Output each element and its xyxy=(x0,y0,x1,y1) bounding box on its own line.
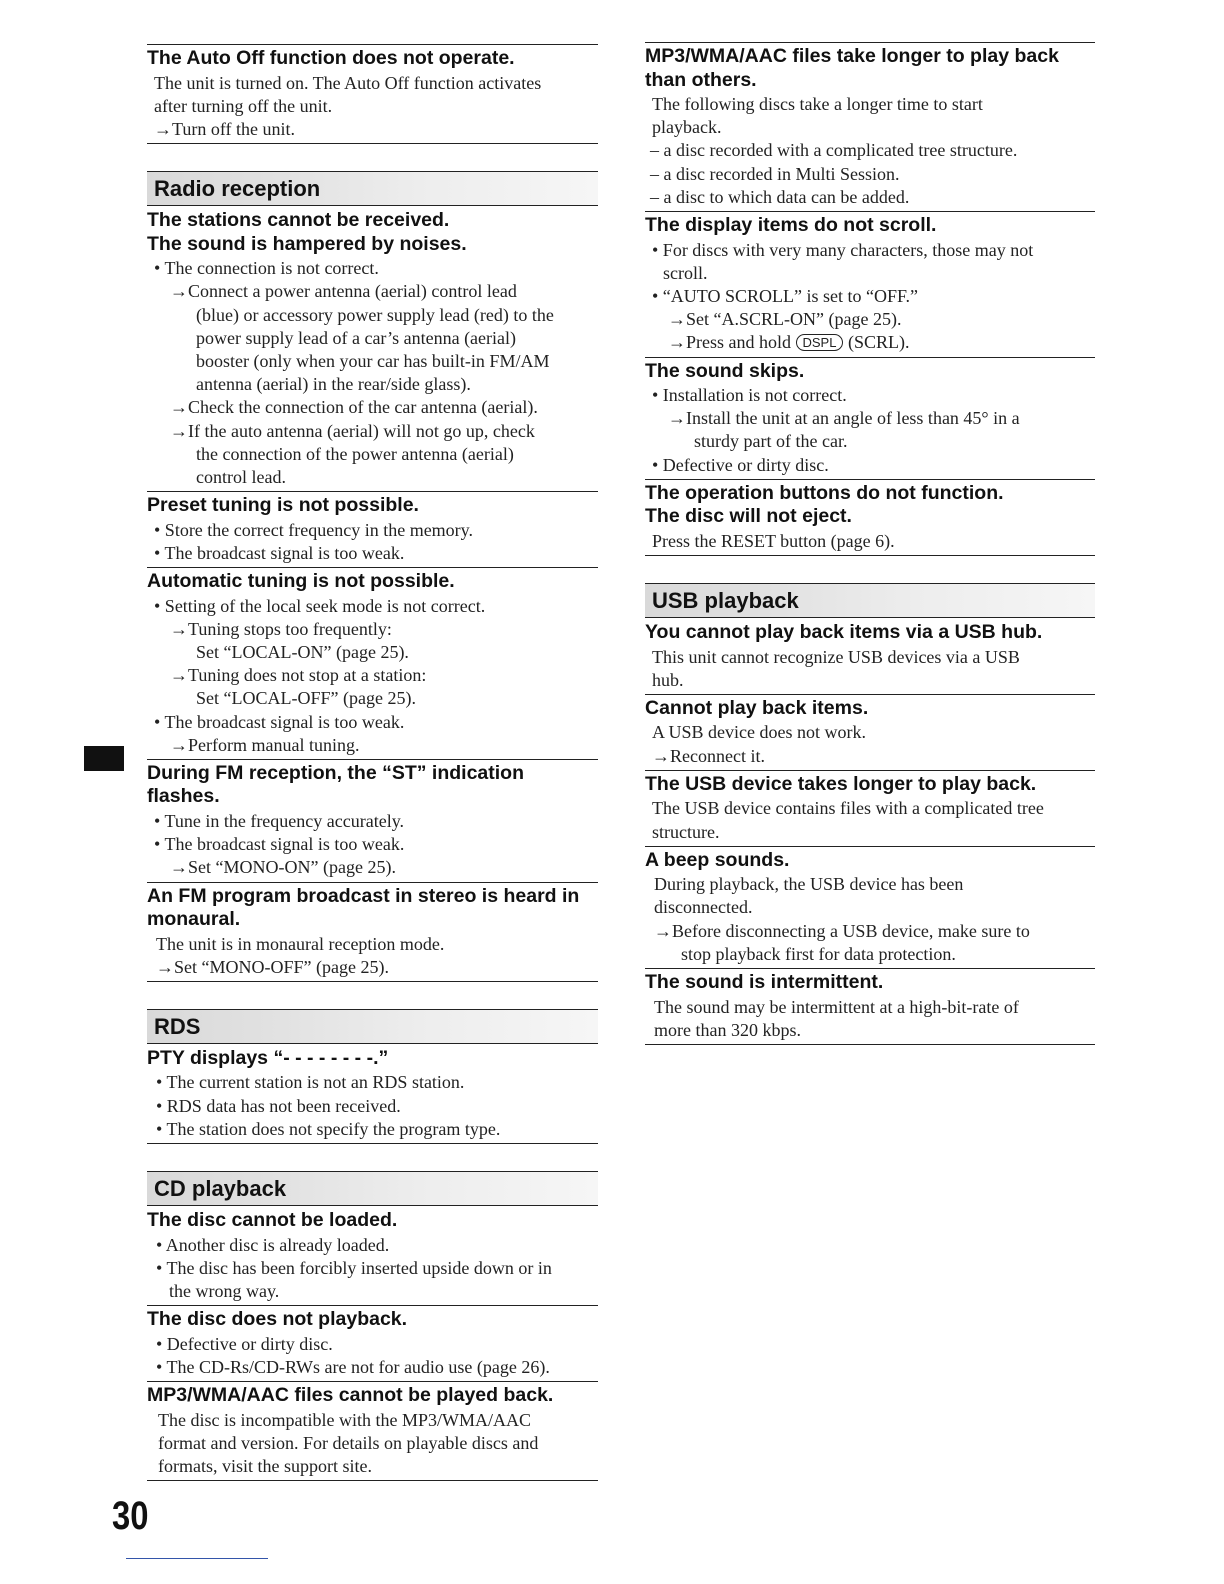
answer-line: • Defective or dirty disc. xyxy=(652,454,829,475)
question: The USB device takes longer to play back. xyxy=(645,772,1037,795)
answer-line xyxy=(645,331,1095,354)
answer-line: • The station does not specify the program type. xyxy=(156,1118,501,1139)
entry-buttons-no-function xyxy=(645,479,1095,556)
question: An FM program broadcast in stereo is heard in xyxy=(147,884,580,907)
section-title: Radio reception xyxy=(154,176,321,202)
answer-line: antenna (aerial) in the rear/side glass). xyxy=(196,374,471,395)
entry-beep-sounds xyxy=(645,846,1095,968)
entry-disc-cannot-load xyxy=(147,1209,598,1305)
answer-line: • The current station is not an RDS station. xyxy=(156,1072,465,1093)
answer-line: →Install the unit at an angle of less than 45° in a xyxy=(668,408,1020,429)
answer-line: A USB device does not work. xyxy=(652,722,866,743)
question: The disc will not eject. xyxy=(645,505,852,528)
answer-line: stop playback first for data protection. xyxy=(681,943,956,964)
answer-line: – a disc recorded in Multi Session. xyxy=(650,163,900,184)
question: The display items do not scroll. xyxy=(645,214,937,237)
answer-line: The sound may be intermittent at a high-bit-rate of xyxy=(654,996,1019,1017)
question: You cannot play back items via a USB hub. xyxy=(645,621,1043,644)
entry-pty-displays xyxy=(147,1047,598,1144)
answer-line: sturdy part of the car. xyxy=(694,431,848,452)
section-title: RDS xyxy=(154,1013,201,1039)
question: Preset tuning is not possible. xyxy=(147,494,419,517)
answer-line: scroll. xyxy=(663,262,708,283)
question: MP3/WMA/AAC files take longer to play back xyxy=(645,45,1059,67)
answer-line: – a disc to which data can be added. xyxy=(650,186,910,207)
hold-prefix: →Press and hold xyxy=(668,332,791,353)
entry-preset-tuning xyxy=(147,491,598,567)
hold-suffix: (SCRL). xyxy=(847,332,910,353)
answer-line: →Reconnect it. xyxy=(652,745,765,766)
answer-line: • Setting of the local seek mode is not correct. xyxy=(154,595,486,616)
question: The Auto Off function does not operate. xyxy=(147,47,515,69)
entry-disc-no-playback xyxy=(147,1305,598,1381)
right-column xyxy=(645,42,1095,1045)
answer-line: The unit is turned on. The Auto Off function activates xyxy=(154,72,542,93)
answer-line: The USB device contains files with a complicated tree xyxy=(652,798,1044,819)
question: The disc does not playback. xyxy=(147,1308,408,1331)
entry-usb-hub xyxy=(645,621,1095,694)
answer-line: The disc is incompatible with the MP3/WMA/AAC xyxy=(158,1409,531,1430)
entry-usb-longer xyxy=(645,770,1095,846)
page-number: 30 xyxy=(112,1494,149,1538)
answer-line: →Set “MONO-OFF” (page 25). xyxy=(156,956,389,977)
entry-cannot-play-items xyxy=(645,694,1095,770)
question: PTY displays “- - - - - - - -.” xyxy=(147,1046,389,1069)
answer-line: after turning off the unit. xyxy=(154,95,333,116)
entry-stereo-monaural xyxy=(147,882,598,982)
answer-line: →Set “A.SCRL-ON” (page 25). xyxy=(668,309,902,330)
question: The disc cannot be loaded. xyxy=(147,1209,398,1232)
left-column xyxy=(147,44,598,1481)
entry-st-indication xyxy=(147,759,598,882)
entry-automatic-tuning xyxy=(147,567,598,759)
answer-line: Press the RESET button (page 6). xyxy=(652,530,895,551)
question: The operation buttons do not function. xyxy=(645,481,1004,504)
page-tab-marker xyxy=(84,746,124,771)
answer-line: formats, visit the support site. xyxy=(158,1456,372,1477)
answer-line: format and version. For details on playable discs and xyxy=(158,1432,539,1453)
question: Cannot play back items. xyxy=(645,696,869,719)
answer-line: • “AUTO SCROLL” is set to “OFF.” xyxy=(652,285,919,306)
answer-line: disconnected. xyxy=(654,897,753,918)
answer-line: • For discs with very many characters, those may not xyxy=(652,239,1034,260)
answer-line: power supply lead of a car’s antenna (aerial) xyxy=(196,327,517,348)
dspl-button-label: DSPL xyxy=(796,334,844,351)
answer-line: This unit cannot recognize USB devices via a USB xyxy=(652,646,1020,667)
bottom-rule xyxy=(126,1558,268,1559)
answer-line: • RDS data has not been received. xyxy=(156,1095,401,1116)
entry-mp3-cannot-play xyxy=(147,1381,598,1481)
answer-line: • Store the correct frequency in the memory. xyxy=(154,519,474,540)
answer-line: playback. xyxy=(652,117,722,138)
answer-line: • The broadcast signal is too weak. xyxy=(154,711,405,732)
section-title: USB playback xyxy=(652,588,799,614)
answer-line: hub. xyxy=(652,669,684,690)
question: The stations cannot be received. xyxy=(147,209,450,232)
answer-line: booster (only when your car has built-in FM/AM xyxy=(196,350,550,371)
question: A beep sounds. xyxy=(645,848,790,871)
answer-line: Set “LOCAL-ON” (page 25). xyxy=(196,641,409,662)
entry-display-no-scroll xyxy=(645,211,1095,357)
question: The sound skips. xyxy=(645,359,805,382)
question: Automatic tuning is not possible. xyxy=(147,570,455,593)
answer-line: The unit is in monaural reception mode. xyxy=(156,933,445,954)
question: monaural. xyxy=(147,908,241,931)
answer-line: control lead. xyxy=(196,466,286,487)
entry-sound-skips xyxy=(645,357,1095,479)
question: than others. xyxy=(645,68,757,91)
answer-line: • Installation is not correct. xyxy=(652,385,847,406)
answer-line: →Before disconnecting a USB device, make sure to xyxy=(654,920,1030,941)
answer-line: the connection of the power antenna (aerial) xyxy=(196,443,514,464)
answer-line: →Check the connection of the car antenna (aerial). xyxy=(170,397,538,418)
section-title: CD playback xyxy=(154,1176,287,1202)
answer-line: • The CD-Rs/CD-RWs are not for audio use (page 26). xyxy=(156,1356,550,1377)
question: During FM reception, the “ST” indication xyxy=(147,761,525,784)
entry-mp3-longer xyxy=(645,42,1095,211)
question: The sound is intermittent. xyxy=(645,971,884,994)
entry-stations-not-received xyxy=(147,209,598,491)
question: The sound is hampered by noises. xyxy=(147,232,467,255)
answer-line: The following discs take a longer time to start xyxy=(652,94,983,114)
answer-line: • Another disc is already loaded. xyxy=(156,1234,390,1255)
section-rds xyxy=(147,1009,598,1044)
answer-line: →Tuning does not stop at a station: xyxy=(170,665,427,686)
answer-line: During playback, the USB device has been xyxy=(654,874,964,895)
section-usb-playback xyxy=(645,583,1095,618)
answer-line: Set “LOCAL-OFF” (page 25). xyxy=(196,688,416,709)
answer-line: • Defective or dirty disc. xyxy=(156,1333,333,1354)
answer-line: • The broadcast signal is too weak. xyxy=(154,834,405,855)
section-cd-playback xyxy=(147,1171,598,1206)
answer-line: more than 320 kbps. xyxy=(654,1019,801,1040)
answer-line: →Tuning stops too frequently: xyxy=(170,618,392,639)
question: flashes. xyxy=(147,785,220,808)
entry-auto-off xyxy=(147,44,598,143)
answer-line: • Tune in the frequency accurately. xyxy=(154,810,405,831)
question: MP3/WMA/AAC files cannot be played back. xyxy=(147,1384,554,1407)
answer-line: • The connection is not correct. xyxy=(154,258,379,279)
answer-line: the wrong way. xyxy=(169,1281,280,1301)
entry-sound-intermittent xyxy=(645,968,1095,1045)
answer-line: →Turn off the unit. xyxy=(154,118,296,139)
answer-line: →If the auto antenna (aerial) will not go up, check xyxy=(170,420,535,441)
answer-line: • The disc has been forcibly inserted upside down or in xyxy=(156,1257,552,1278)
answer-line: →Set “MONO-ON” (page 25). xyxy=(170,857,396,878)
answer-line: – a disc recorded with a complicated tree structure. xyxy=(650,140,1018,161)
answer-line: →Connect a power antenna (aerial) control lead xyxy=(170,281,517,302)
answer-line: (blue) or accessory power supply lead (red) to the xyxy=(196,304,554,325)
section-radio-reception xyxy=(147,171,598,206)
answer-line: • The broadcast signal is too weak. xyxy=(154,542,405,563)
answer-line: →Perform manual tuning. xyxy=(170,734,360,755)
answer-line: structure. xyxy=(652,821,720,842)
